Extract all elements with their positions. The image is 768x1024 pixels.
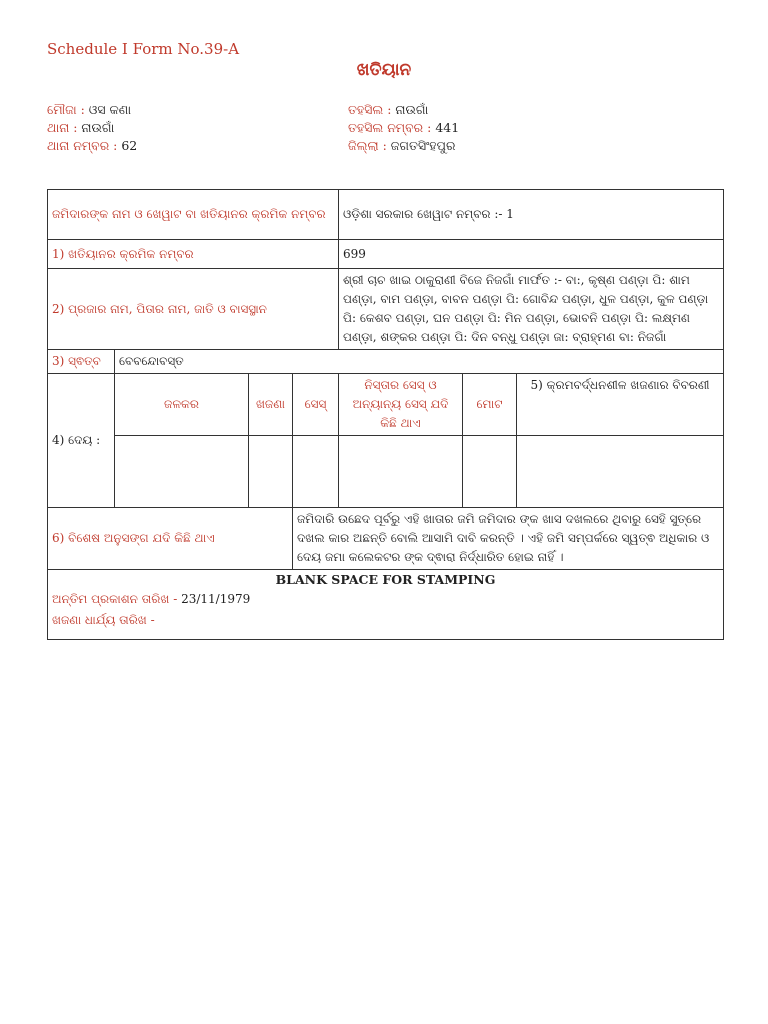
tahasil-value: ନାଉଗାଁ: [395, 102, 429, 117]
dues-header-cess: ସେସ୍: [293, 374, 339, 436]
dues-cell-nistar-cess: [339, 436, 463, 508]
district-value: ଜଗତସିଂହପୁର: [390, 138, 456, 153]
tahasil-line: [348, 101, 459, 119]
dues-header-khajana: ଖଜଣା: [249, 374, 293, 436]
district-label: ଜିଲ୍ଲା :: [348, 138, 387, 153]
stamping-area: [48, 570, 724, 640]
mouza-label: ମୌଜା :: [47, 102, 85, 117]
final-publication-label: ଅନ୍ତିମ ପ୍ରକାଶନ ତାରିଖ -: [52, 592, 178, 606]
final-publication-date: 23/11/1979: [181, 592, 251, 606]
right-label: 3) ସ୍ଵତ୍ବ: [48, 350, 115, 374]
table-row: [48, 350, 724, 374]
table-row: [48, 436, 724, 508]
zamindar-value: ଓଡ଼ିଶା ସରକାର ଖେୱାଟ ନମ୍ବର :- 1: [339, 190, 724, 240]
dues-cell-khajana: [249, 436, 293, 508]
stamping-heading: BLANK SPACE FOR STAMPING: [275, 572, 496, 587]
table-row: [48, 374, 724, 436]
tahasil-no-value: 441: [435, 120, 460, 135]
special-value: ଜମିଦାରି ଉଛେଦ ପୂର୍ବରୁ ଏହି ଖାତାର ଜମି ଜମିଦାର ଙ୍କ ଖାସ ଦଖଲରେ ଥିବାରୁ ସେହି ସୁତ୍ରେ ଦଖଲ କାର ଅଛନ୍ତି ବୋଲି ଆସାମି ଦାବି କରନ୍ତି । ଏହି ଜମି ସମ୍ପର୍କରେ ସ୍ୱତ୍ଵ ଅଧିକାର ଓ ଦେୟ ଜମା କଲେକଟର ଙ୍କ ଦ୍ଵାରା ନିର୍ଦ୍ଧାରିତ ହୋଇ ନାହିଁ ।: [293, 508, 724, 570]
thana-no-value: 62: [121, 138, 138, 153]
table-row: [48, 190, 724, 240]
thana-no-label: ଥାନା ନମ୍ବର :: [47, 138, 118, 153]
dues-label: 4) ଦେୟ :: [48, 374, 115, 508]
form-number: Schedule I Form No.39-A: [47, 40, 240, 58]
dues-cell-jalakar: [115, 436, 249, 508]
dues-header-jalakar: ଜଳକର: [115, 374, 249, 436]
zamindar-label: ଜମିଦାରଙ୍କ ନାମ ଓ ଖେୱାଟ ବା ଖତିୟାନର କ୍ରମିକ ନମ୍ବର: [48, 190, 339, 240]
dues-cell-total: [463, 436, 517, 508]
table-row: [48, 508, 724, 570]
thana-line: [47, 119, 137, 137]
dues-header-total: ମୋଟ: [463, 374, 517, 436]
thana-value: ନାଉଗାଁ: [81, 120, 115, 135]
table-row: [48, 570, 724, 640]
document-title: ଖତିୟାନ: [356, 60, 412, 80]
dues-header-nistar-cess: ନିସ୍ତାର ସେସ୍ ଓ ଅନ୍ୟାନ୍ୟ ସେସ୍ ଯଦି କିଛି ଥାଏ: [339, 374, 463, 436]
table-row: [48, 269, 724, 350]
khatiyan-table: [47, 189, 724, 640]
tenant-label: 2) ପ୍ରଜାର ନାମ, ପିତାର ନାମ, ଜାତି ଓ ବାସସ୍ଥାନ: [48, 269, 339, 350]
serial-label: 1) ଖତିୟାନର କ୍ରମିକ ନମ୍ବର: [48, 240, 339, 269]
serial-value: 699: [339, 240, 724, 269]
district-line: [348, 137, 459, 155]
meta-right: [348, 101, 459, 155]
meta-left: [47, 101, 137, 155]
tahasil-no-line: [348, 119, 459, 137]
special-label: 6) ବିଶେଷ ଅନୁସଙ୍ଗ ଯଦି କିଛି ଥାଏ: [48, 508, 293, 570]
progressive-rent-label: 5) କ୍ରମବର୍ଦ୍ଧନଶୀଳ ଖଜଣାର ବିବରଣୀ: [517, 374, 724, 436]
thana-no-line: [47, 137, 137, 155]
rent-assessment-label: ଖଜଣା ଧାର୍ଯ୍ୟ ତାରିଖ -: [52, 613, 155, 627]
right-value: ବେବନ୍ଦୋବସ୍ତ: [115, 350, 724, 374]
tahasil-no-label: ତହସିଲ ନମ୍ବର :: [348, 120, 432, 135]
tenant-value: ଶ୍ରୀ ଚାଚ ଖାଇ ଠାକୁରାଣୀ ବିଜେ ନିଜଗାଁ ମାର୍ଫତ :- ବା:, କୃଷ୍ଣ ପଣ୍ଡ଼ା ପି: ଶାମ ପଣ୍ଡ଼ା, ବାମ ପଣ୍ଡ଼ା, ବାବନ ପଣ୍ଡ଼ା ପି: ଗୋବିନ୍ଦ ପଣ୍ଡ଼ା, ଧୁଳ ପଣ୍ଡ଼ା, କୁଳ ପଣ୍ଡ଼ା ପି: କେଶବ ପଣ୍ଡ଼ା, ଘନ ପଣ୍ଡ଼ା ପି: ମିନ ପଣ୍ଡ଼ା, ଭୋବନି ପଣ୍ଡ଼ା ପି: ଲକ୍ଷ୍ମଣ ପଣ୍ଡ଼ା, ଶଙ୍କର ପଣ୍ଡ଼ା ପି: ଦିନ ବନ୍ଧୁ ପଣ୍ଡ଼ା ଜା: ବ୍ରାହ୍ମଣ ବା: ନିଜଗାଁ: [339, 269, 724, 350]
final-publication-line: [52, 590, 719, 609]
mouza-line: [47, 101, 137, 119]
tahasil-label: ତହସିଲ :: [348, 102, 392, 117]
thana-label: ଥାନା :: [47, 120, 78, 135]
table-row: [48, 240, 724, 269]
mouza-value: ଓସ କଣା: [88, 102, 132, 117]
progressive-rent-cell: [517, 436, 724, 508]
dues-cell-cess: [293, 436, 339, 508]
